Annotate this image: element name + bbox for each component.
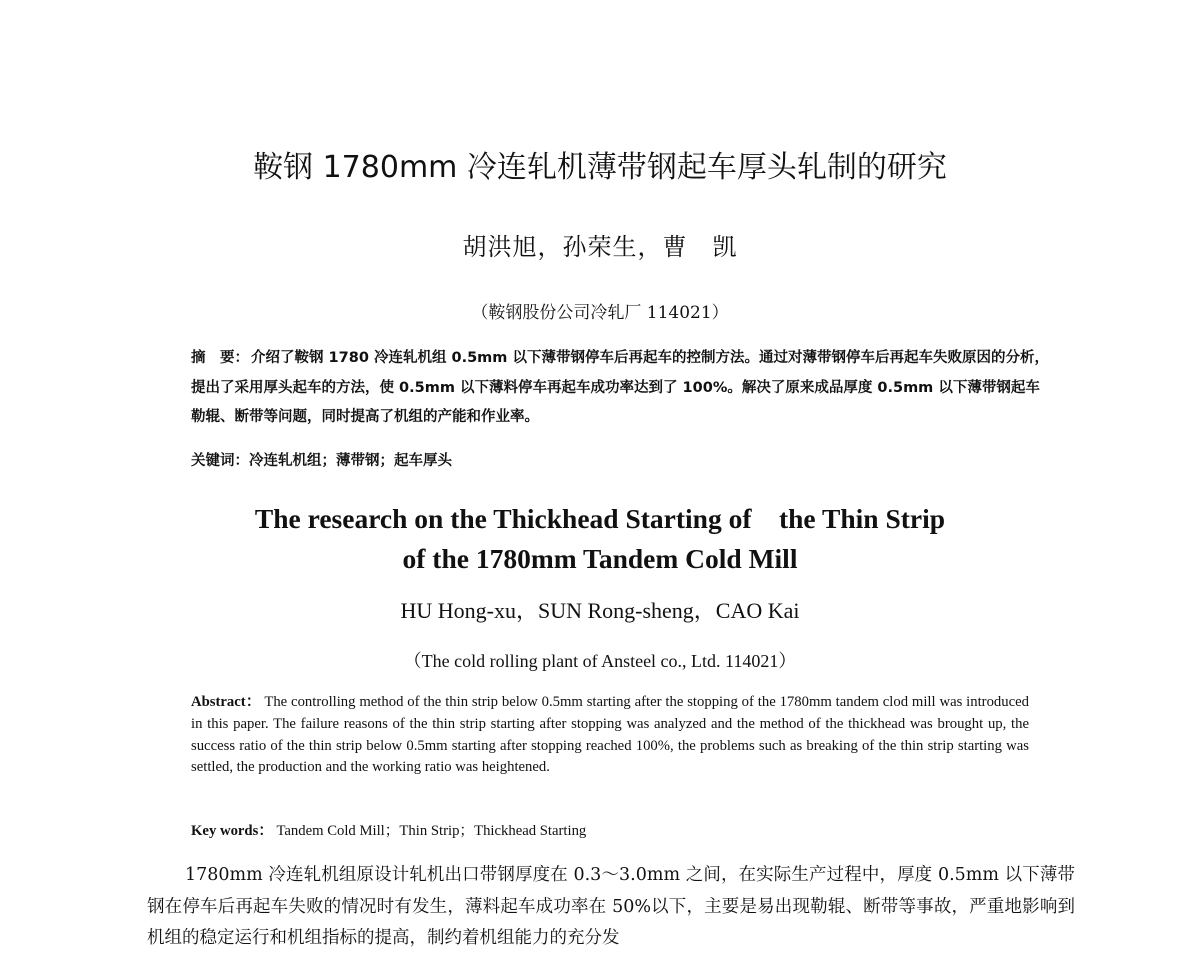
english-abstract-label: Abstract： bbox=[191, 694, 261, 710]
chinese-keywords-label: 关键词： bbox=[191, 453, 249, 469]
english-title-line-2: of the 1780mm Tandem Cold Mill bbox=[402, 543, 798, 574]
english-title bbox=[0, 499, 1200, 579]
english-title-line-1: The research on the Thickhead Starting of the Thin Strip bbox=[254, 503, 946, 534]
english-affiliation: （The cold rolling plant of Ansteel co., Ltd. 114021） bbox=[403, 651, 797, 671]
english-keywords-label: Key words： bbox=[191, 823, 274, 839]
english-keywords bbox=[191, 819, 1029, 840]
english-abstract bbox=[191, 692, 1029, 779]
chinese-affiliation: （鞍钢股份公司冷轧厂 114021） bbox=[471, 303, 729, 323]
chinese-title: 鞍钢 1780mm 冷连轧机薄带钢起车厚头轧制的研究 bbox=[253, 150, 947, 185]
chinese-authors: 胡洪旭，孙荣生，曹 凯 bbox=[462, 233, 738, 261]
english-keywords-text: Tandem Cold Mill；Thin Strip；Thickhead Starting bbox=[276, 823, 587, 839]
chinese-abstract bbox=[191, 344, 1051, 433]
chinese-abstract-text: 介绍了鞍钢 1780 冷连轧机组 0.5mm 以下薄带钢停车后再起车的控制方法。通过对薄带钢停车后再起车失败原因的分析，提出了采用厚头起车的方法，使 0.5mm 以下薄料停车再起车成功率达到了 100%。解决了原来成品厚度 0.5mm 以下薄带钢起车勒辊、断带等问题，同时提高了机组的产能和作业率。 bbox=[191, 350, 1049, 425]
english-authors: HU Hong-xu，SUN Rong-sheng，CAO Kai bbox=[400, 598, 800, 623]
english-abstract-text: The controlling method of the thin strip below 0.5mm starting after the stopping of the 1780mm tandem clod mill was introduced in this paper. The failure reasons of the thin strip starting after stopping was analyzed and the method of the thickhead was brought up, the success ratio of the thin strip below 0.5mm starting after stopping reached 100%, the problems such as breaking of the thin strip starting was settled, the production and the working ratio was heightened. bbox=[191, 694, 1029, 776]
chinese-abstract-label: 摘 要： bbox=[191, 350, 249, 366]
body-paragraph-1: 1780mm 冷连轧机组原设计轧机出口带钢厚度在 0.3～3.0mm 之间，在实际生产过程中，厚度 0.5mm 以下薄带钢在停车后再起车失败的情况时有发生，薄料起车成功率在 50%以下，主要是易出现勒辊、断带等事故，严重地影响到机组的稳定运行和机组指标的提高，制约着机组能力的充分发 bbox=[147, 865, 1075, 948]
chinese-keywords-text: 冷连轧机组；薄带钢；起车厚头 bbox=[249, 453, 452, 469]
chinese-keywords bbox=[191, 449, 1051, 470]
